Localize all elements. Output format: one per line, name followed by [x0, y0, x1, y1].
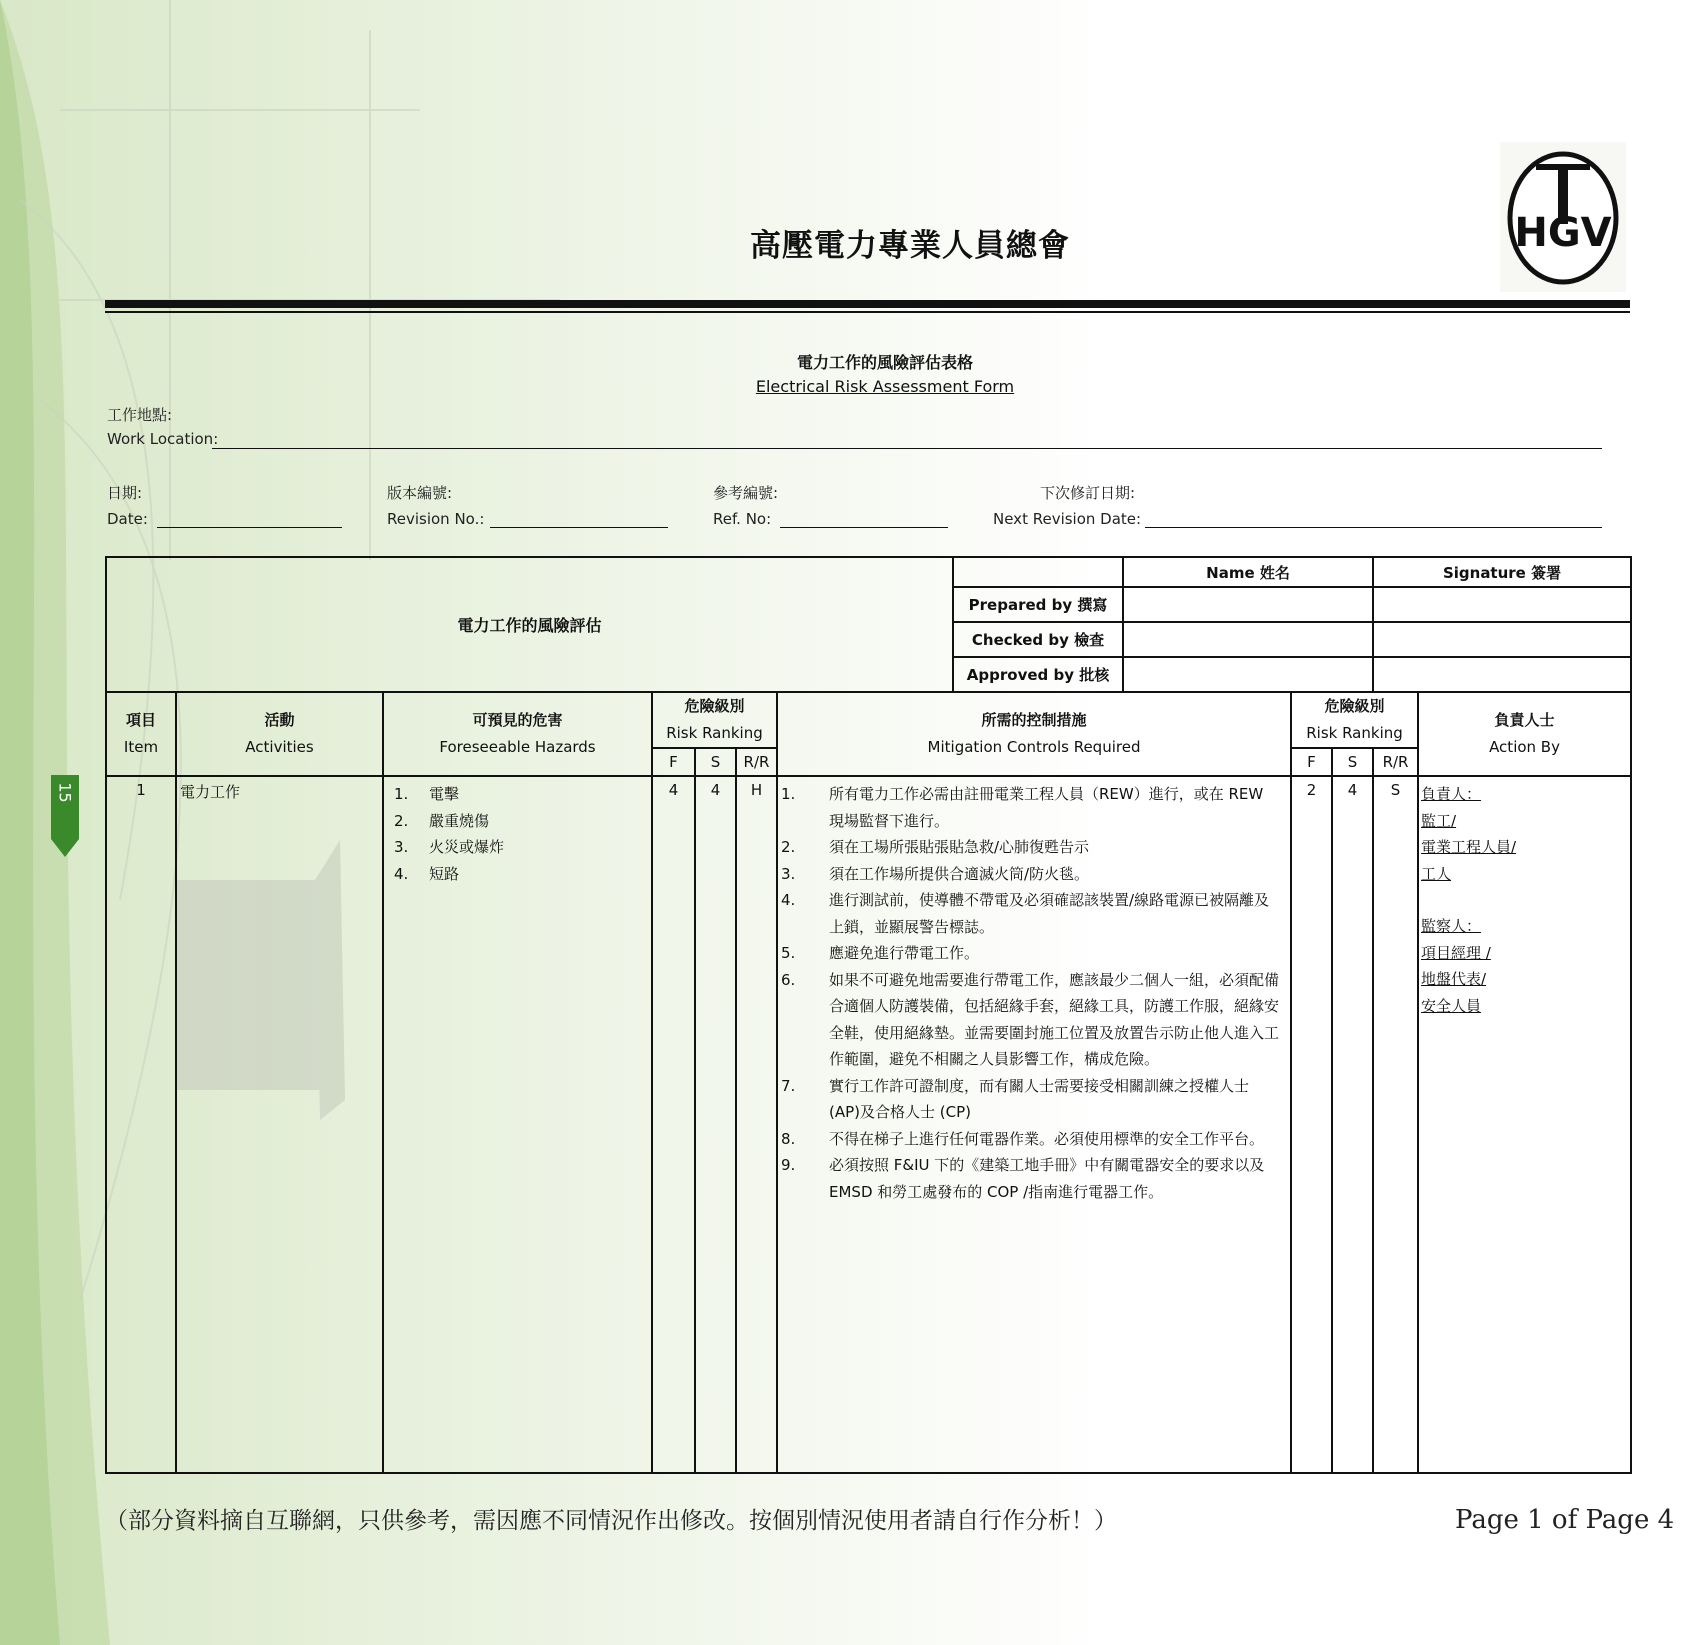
supervisor-item: 安全人員 [1421, 996, 1482, 1015]
activities-header [176, 692, 383, 776]
rr-after-header: R/R [1373, 748, 1418, 776]
risk-assessment-table [105, 556, 1632, 1474]
controls-header-cn: 所需的控制措施 [981, 711, 1087, 729]
ref-label-en: Ref. No: [713, 510, 772, 528]
revision-field[interactable] [490, 527, 668, 528]
header-rule-thin [105, 311, 1630, 313]
list-item: 4. 短路 [394, 864, 460, 883]
s-header: S [695, 748, 736, 776]
list-item: 9. 必須按照 F&IU 下的《建築工地手冊》中有關電器安全的要求以及 EMSD 和勞工處發布的 COP /指南進行電器工作。 [781, 1156, 1265, 1201]
organization-logo [1500, 142, 1626, 292]
risk-ranking-after-header-en: Risk Ranking [1306, 724, 1403, 742]
controls-header [777, 692, 1291, 776]
item-header-cn: 項目 [125, 711, 156, 729]
page-tab-number: 15 [55, 782, 75, 803]
prepared-by-signature[interactable] [1373, 587, 1631, 622]
controls-cell [777, 776, 1291, 1473]
f-after-cell: 2 [1291, 776, 1332, 1473]
date-label-cn: 日期: [107, 484, 143, 502]
work-location-label-en: Work Location: [107, 430, 219, 448]
list-item: 1. 所有電力工作必需由註冊電業工程人員（REW）進行，或在 REW 現場監督下進行。 [781, 785, 1264, 830]
header-rule [105, 300, 1630, 308]
revision-label-en: Revision No.: [387, 510, 485, 528]
supervisor-item: 地盤代表/ [1421, 970, 1487, 988]
f-header: F [652, 748, 695, 776]
item-cell: 1 [106, 776, 176, 1473]
supervisor-item: 項目經理 / [1421, 943, 1491, 962]
next-revision-label-cn: 下次修訂日期: [1040, 484, 1136, 502]
responsible-label: 負責人： [1421, 785, 1482, 803]
activities-header-cn: 活動 [264, 711, 295, 729]
list-item: 7. 實行工作許可證制度，而有關人士需要接受相關訓練之授權人士 (AP)及合格人士 (CP) [781, 1076, 1250, 1121]
list-item: 6. 如果不可避免地需要進行帶電工作，應該最少二個人一組，必須配備合適個人防護裝備，包括絕緣手套，絕緣工具，防護工作服，絕緣安全鞋，使用絕緣墊。並需要圍封施工位置及放置告示防止他人進入工作範圍，避免不相關之人員影響工作，構成危險。 [781, 970, 1280, 1068]
risk-ranking-after-header-cn: 危險級別 [1324, 697, 1385, 715]
logo-letters: HGV [1514, 210, 1612, 256]
controls-list [781, 781, 1282, 1205]
f-after-header: F [1291, 748, 1332, 776]
form-title-cn: 電力工作的風險評估表格 [796, 353, 973, 372]
list-item: 3. 火災或爆炸 [394, 838, 505, 856]
responsible-item: 電業工程人員/ [1421, 838, 1517, 856]
approved-by-name[interactable] [1123, 657, 1373, 692]
rr-before-cell: H [736, 776, 777, 1473]
ref-field[interactable] [780, 527, 948, 528]
prepared-by-label: Prepared by 撰寫 [953, 587, 1123, 622]
action-by-header-cn: 負責人士 [1494, 711, 1555, 729]
supervisor-label: 監察人： [1421, 917, 1482, 935]
approved-by-signature[interactable] [1373, 657, 1631, 692]
date-label-en: Date: [107, 510, 148, 528]
table-row [106, 776, 1631, 1473]
date-field[interactable] [157, 527, 342, 528]
s-after-header: S [1332, 748, 1373, 776]
page-number: Page 1 of Page 4 [1455, 1505, 1675, 1535]
item-header-en: Item [123, 738, 159, 756]
list-item: 4. 進行測試前，使導體不帶電及必須確認該裝置/線路電源已被隔離及上鎖，並顯展警告標誌。 [781, 891, 1270, 936]
approved-by-label: Approved by 批核 [953, 657, 1123, 692]
action-by-cell [1418, 776, 1631, 1473]
list-item: 5. 應避免進行帶電工作。 [781, 944, 980, 962]
item-header [106, 692, 176, 776]
work-location-label-cn: 工作地點: [107, 406, 173, 424]
signoff-corner [953, 557, 1123, 587]
rr-after-cell: S [1373, 776, 1418, 1473]
hazards-header [383, 692, 652, 776]
ref-label-cn: 參考編號: [713, 484, 779, 502]
section-title: 電力工作的風險評估 [106, 557, 953, 692]
page-tab [51, 775, 79, 839]
next-revision-label-en: Next Revision Date: [993, 510, 1142, 528]
risk-ranking-header [652, 692, 777, 748]
activities-header-en: Activities [245, 738, 314, 756]
checked-by-signature[interactable] [1373, 622, 1631, 657]
name-header: Name 姓名 [1123, 557, 1373, 587]
s-after-cell: 4 [1332, 776, 1373, 1473]
controls-header-en: Mitigation Controls Required [927, 738, 1141, 756]
form-title-en: Electrical Risk Assessment Form [755, 377, 1015, 396]
hazards-list [394, 781, 651, 887]
rr-header: R/R [736, 748, 777, 776]
next-revision-field[interactable] [1145, 527, 1602, 528]
list-item: 2. 須在工場所張貼張貼急救/心肺復甦告示 [781, 838, 1090, 856]
f-before-cell: 4 [652, 776, 695, 1473]
hazards-header-cn: 可預見的危害 [472, 711, 563, 729]
risk-ranking-header-cn: 危險級別 [684, 697, 745, 715]
responsible-item: 工人 [1421, 864, 1452, 883]
list-item: 3. 須在工作場所提供合適滅火筒/防火毯。 [781, 864, 1090, 883]
s-before-cell: 4 [695, 776, 736, 1473]
signature-header: Signature 簽署 [1373, 557, 1631, 587]
list-item: 8. 不得在梯子上進行任何電器作業。必須使用標準的安全工作平台。 [781, 1129, 1265, 1148]
page-tab-arrow-icon [51, 839, 79, 857]
hazards-cell [383, 776, 652, 1473]
work-location-field[interactable] [212, 448, 1602, 449]
hazards-header-en: Foreseeable Hazards [439, 738, 596, 756]
checked-by-name[interactable] [1123, 622, 1373, 657]
activity-cell: 電力工作 [176, 776, 383, 1473]
list-item: 2. 嚴重燒傷 [394, 811, 490, 830]
risk-ranking-header-en: Risk Ranking [666, 724, 763, 742]
revision-label-cn: 版本編號: [387, 484, 453, 502]
risk-ranking-after-header [1291, 692, 1418, 748]
action-by-header-en: Action By [1489, 738, 1560, 756]
action-by-header [1418, 692, 1631, 776]
checked-by-label: Checked by 檢查 [953, 622, 1123, 657]
list-item: 1. 電擊 [394, 785, 460, 803]
disclaimer: （部分資料摘自互聯網，只供參考，需因應不同情況作出修改。按個別情況使用者請自行作分析！） [105, 1508, 1117, 1534]
prepared-by-name[interactable] [1123, 587, 1373, 622]
spacer [1421, 887, 1630, 913]
organization-name: 高壓電力專業人員總會 [750, 228, 1070, 264]
responsible-item: 監工/ [1421, 811, 1457, 830]
